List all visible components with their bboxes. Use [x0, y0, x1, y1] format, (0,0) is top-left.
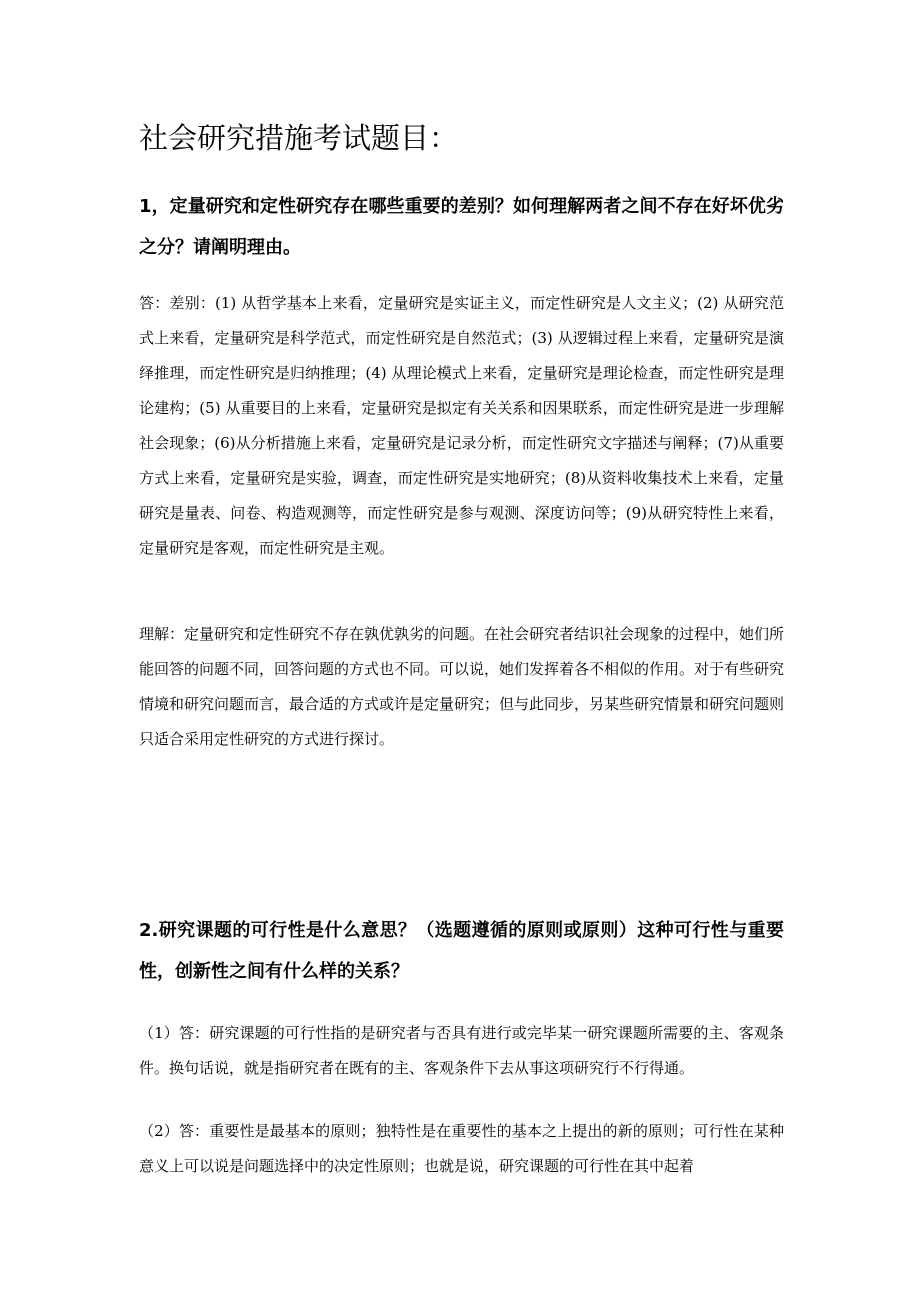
answer-1-differences: 答：差别：(1) 从哲学基本上来看，定量研究是实证主义，而定性研究是人文主义；(2) 从研究范式上来看，定量研究是科学范式，而定性研究是自然范式；(3) 从逻辑过程上来看，定量研究是演绎推理，而定性研究是归纳推理；(4) 从理论模式上来看，定量研究是理论检查，而定性研究是理论建构；(5) 从重要目的上来看，定量研究是拟定有关关系和因果联系，而定性研究是进一步理解社会现象；(6)从分析措施上来看，定量研究是记录分析，而定性研究文字描述与阐释；(7)从重要方式上来看，定量研究是实验，调查，而定性研究是实地研究；(8)从资料收集技术上来看，定量研究是量表、问卷、构造观测等，而定性研究是参与观测、深度访问等；(9)从研究特性上来看，定量研究是客观，而定性研究是主观。 — [139, 294, 784, 557]
question-1: 1，定量研究和定性研究存在哪些重要的差别？如何理解两者之间不存在好坏优劣之分？请阐明理由。 — [139, 196, 784, 258]
answer-2-part-1: （1）答：研究课题的可行性指的是研究者与否具有进行或完毕某一研究课题所需要的主、客观条件。换句话说，就是指研究者在既有的主、客观条件下去从事这项研究行不行得通。 — [139, 1024, 784, 1077]
document-title: 社会研究措施考试题目： — [139, 121, 459, 155]
answer-1-understanding: 理解：定量研究和定性研究不存在孰优孰劣的问题。在社会研究者结识社会现象的过程中，她们所能回答的问题不同，回答问题的方式也不同。可以说，她们发挥着各不相似的作用。对于有些研究情境和研究问题而言，最合适的方式或许是定量研究；但与此同步，另某些研究情景和研究问题则只适合采用定性研究的方式进行探讨。 — [139, 625, 785, 748]
answer-2-part-2: （2）答：重要性是最基本的原则；独特性是在重要性的基本之上提出的新的原则；可行性在某种意义上可以说是问题选择中的决定性原则；也就是说，研究课题的可行性在其中起着 — [139, 1122, 784, 1175]
question-2: 2.研究课题的可行性是什么意思？（选题遵循的原则或原则）这种可行性与重要性，创新性之间有什么样的关系？ — [139, 920, 784, 982]
